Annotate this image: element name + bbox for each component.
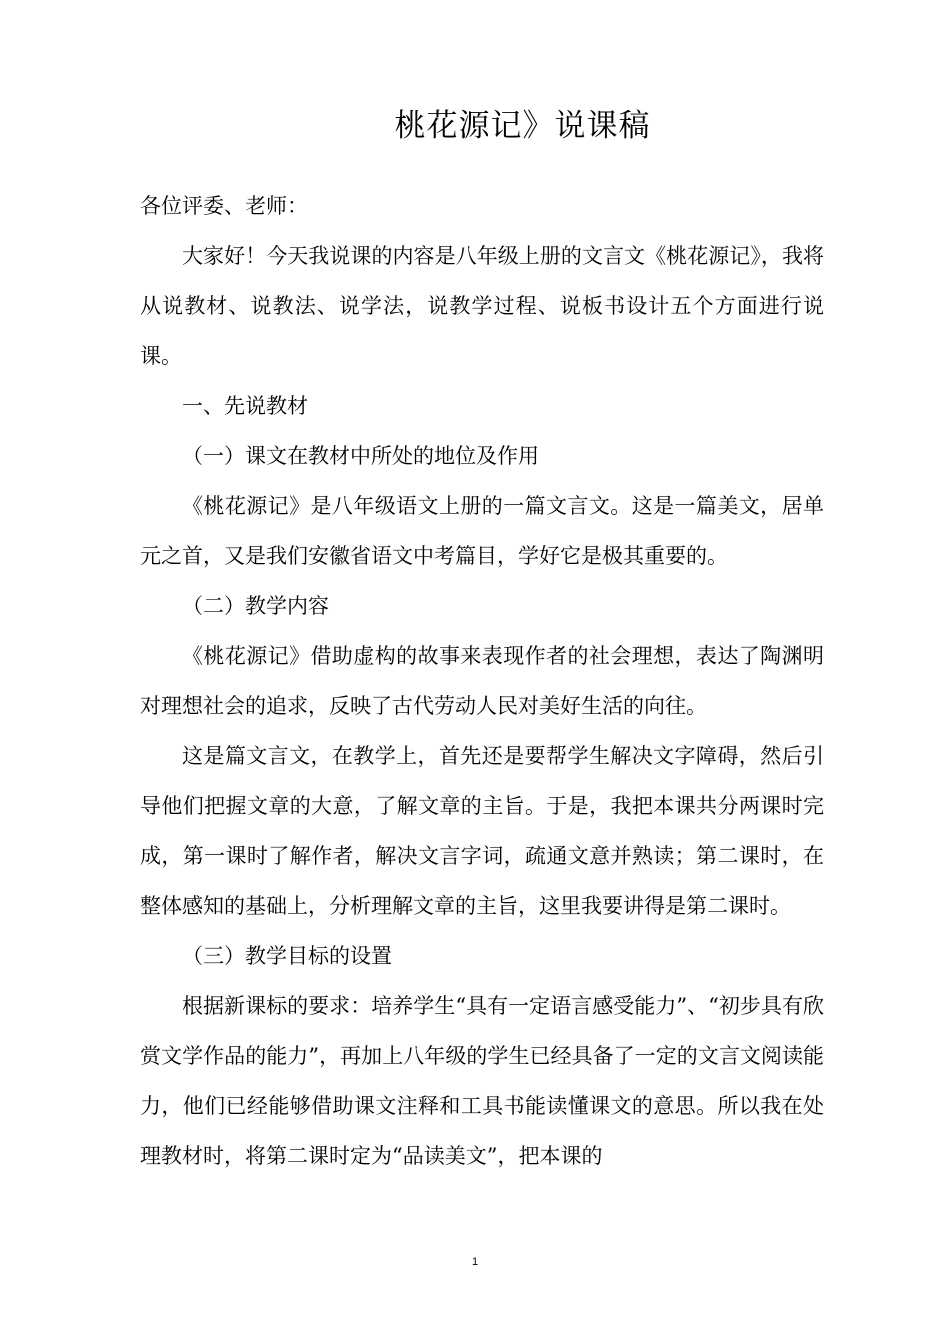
- subsection-heading-content: （二）教学内容: [182, 594, 329, 618]
- subsection-heading-goals: （三）教学目标的设置: [182, 944, 392, 968]
- position-paragraph: 《桃花源记》是八年级语文上册的一篇文言文。这是一篇美文，居单元之首，又是我们安徽省语文中考篇目，学好它是极其重要的。: [140, 494, 824, 568]
- intro-paragraph: 大家好！今天我说课的内容是八年级上册的文言文《桃花源记》，我将从说教材、说教法、说学法，说教学过程、说板书设计五个方面进行说课。: [140, 244, 824, 368]
- goals-paragraph: 根据新课标的要求：培养学生“具有一定语言感受能力”、“初步具有欣赏文学作品的能力”，再加上八年级的学生已经具备了一定的文言文阅读能力，他们已经能够借助课文注释和工具书能读懂课文的意思。所以我在处理教材时，将第二课时定为“品读美文”，把本课的: [140, 994, 824, 1168]
- document-body: [140, 181, 824, 1181]
- subsection-heading-position: （一）课文在教材中所处的地位及作用: [182, 444, 539, 468]
- greeting-paragraph: 各位评委、老师：: [140, 194, 308, 218]
- section-heading-textbook: 一、先说教材: [182, 394, 308, 418]
- content-paragraph: 《桃花源记》借助虚构的故事来表现作者的社会理想，表达了陶渊明对理想社会的追求，反映了古代劳动人民对美好生活的向往。: [140, 644, 824, 718]
- document-title: 桃花源记》说课稿: [394, 108, 651, 144]
- plan-paragraph: 这是篇文言文，在教学上，首先还是要帮学生解决文字障碍，然后引导他们把握文章的大意，了解文章的主旨。于是，我把本课共分两课时完成，第一课时了解作者，解决文言字词，疏通文意并熟读；第二课时，在整体感知的基础上，分析理解文章的主旨，这里我要讲得是第二课时。: [140, 744, 824, 918]
- page-number: 1: [471, 1256, 479, 1268]
